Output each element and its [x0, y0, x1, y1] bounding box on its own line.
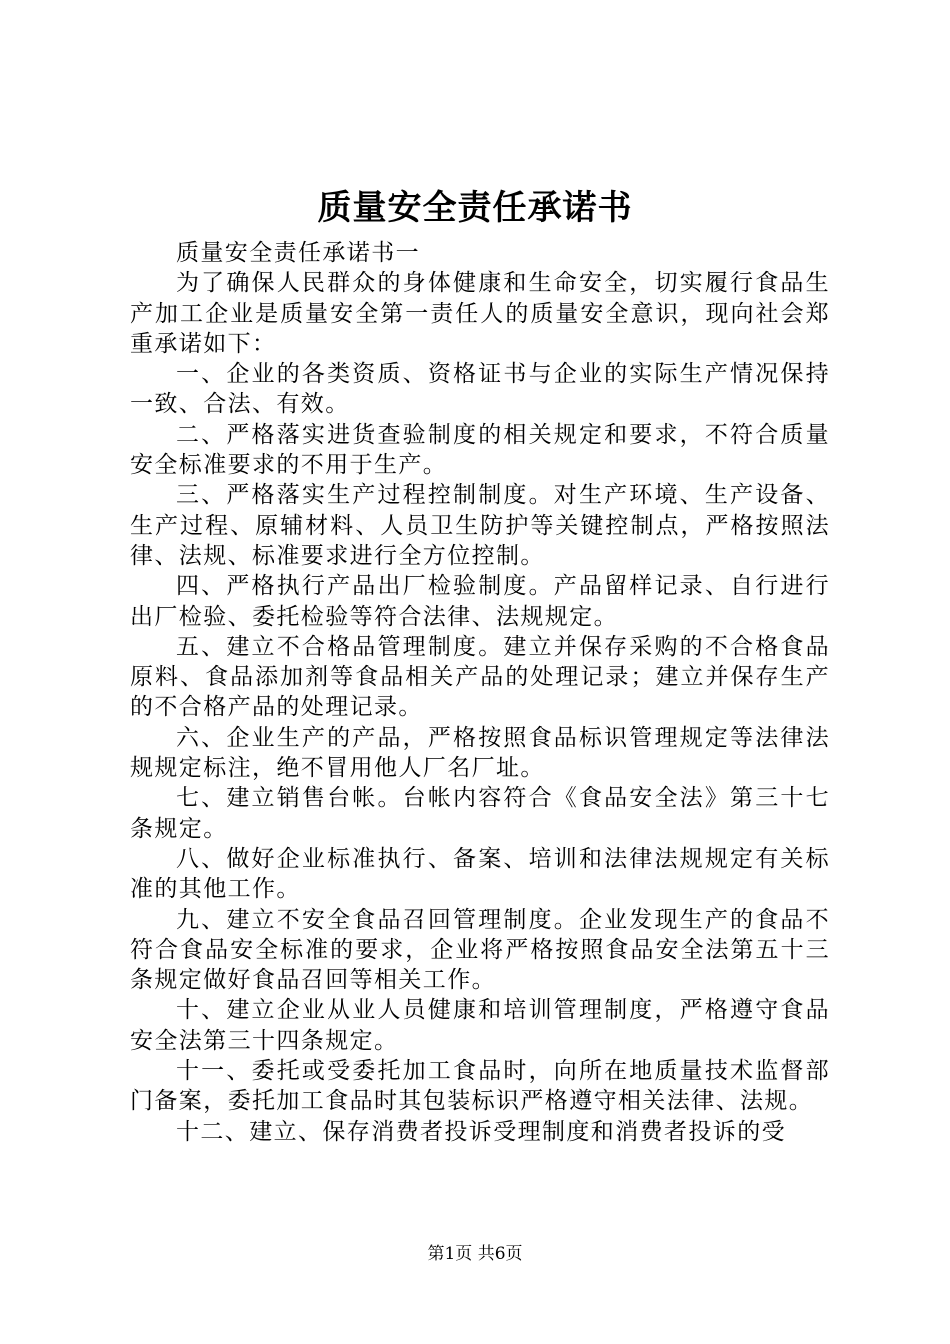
paragraph-item-11: 十一、委托或受委托加工食品时，向所在地质量技术监督部门备案，委托加工食品时其包装标识严格遵守相关法律、法规。: [130, 1058, 830, 1115]
paragraph-item-6: 六、企业生产的产品，严格按照食品标识管理规定等法律法规规定标注，绝不冒用他人厂名厂址。: [130, 724, 830, 782]
paragraph-item-7: 七、建立销售台帐。台帐内容符合《食品安全法》第三十七条规定。: [130, 785, 830, 842]
paragraph-item-3: 三、严格落实生产过程控制制度。对生产环境、生产设备、生产过程、原辅材料、人员卫生防护等关键控制点，严格按照法律、法规、标准要求进行全方位控制。: [130, 482, 830, 569]
paragraph-item-1: 一、企业的各类资质、资格证书与企业的实际生产情况保持一致、合法、有效。: [130, 361, 830, 418]
paragraph-subtitle: 质量安全责任承诺书一: [176, 240, 420, 266]
paragraph-item-8: 八、做好企业标准执行、备案、培训和法律法规规定有关标准的其他工作。: [130, 845, 830, 903]
paragraph-item-4: 四、严格执行产品出厂检验制度。产品留样记录、自行进行出厂检验、委托检验等符合法律、法规规定。: [130, 573, 830, 630]
document-title: 质量安全责任承诺书: [317, 188, 633, 228]
paragraph-intro: 为了确保人民群众的身体健康和生命安全，切实履行食品生产加工企业是质量安全第一责任人的质量安全意识，现向社会郑重承诺如下：: [130, 270, 830, 357]
paragraph-item-9: 九、建立不安全食品召回管理制度。企业发现生产的食品不符合食品安全标准的要求，企业将严格按照食品安全法第五十三条规定做好食品召回等相关工作。: [130, 906, 830, 994]
page-footer: 第1页 共6页: [427, 1244, 523, 1264]
paragraph-item-2: 二、严格落实进货查验制度的相关规定和要求，不符合质量安全标准要求的不用于生产。: [130, 421, 830, 479]
paragraph-item-10: 十、建立企业从业人员健康和培训管理制度，严格遵守食品安全法第三十四条规定。: [130, 997, 830, 1054]
document-body: [130, 238, 830, 1147]
paragraph-item-12: 十二、建立、保存消费者投诉受理制度和消费者投诉的受: [176, 1118, 786, 1145]
paragraph-item-5: 五、建立不合格品管理制度。建立并保存采购的不合格食品原料、食品添加剂等食品相关产品的处理记录；建立并保存生产的不合格产品的处理记录。: [130, 633, 830, 721]
